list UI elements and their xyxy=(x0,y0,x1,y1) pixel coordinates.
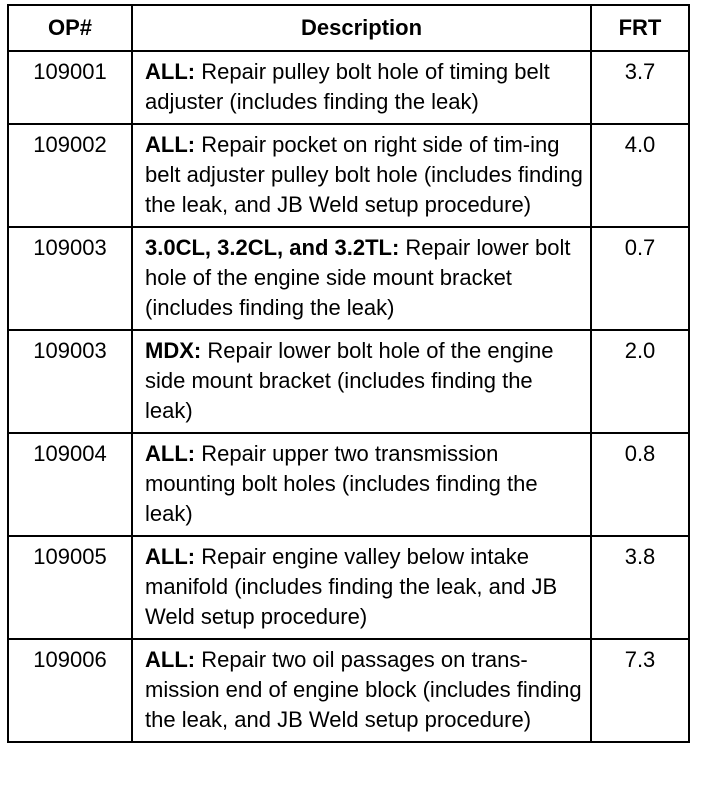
model-applicability: ALL: xyxy=(145,132,196,157)
repair-description: Repair lower bolt hole of the engine side mount bracket (includes finding the leak) xyxy=(145,338,554,423)
table-row xyxy=(8,227,689,330)
op-number-header: OP# xyxy=(8,5,132,51)
op-number-cell: 109001 xyxy=(8,51,132,124)
model-applicability: MDX: xyxy=(145,338,202,363)
repair-description: Repair engine valley below intake manifold (includes finding the leak, and JB Weld setup procedure) xyxy=(145,544,558,629)
repair-description: Repair pocket on right side of tim-ing belt adjuster pulley bolt hole (includes finding the leak, and JB Weld setup procedure) xyxy=(145,132,583,217)
model-applicability: ALL: xyxy=(145,647,196,672)
frt-cell: 4.0 xyxy=(591,124,689,227)
repair-description: Repair lower bolt hole of the engine side mount bracket (includes finding the leak) xyxy=(145,235,571,320)
header-row xyxy=(8,5,689,51)
repair-description: Repair two oil passages on trans-mission end of engine block (includes finding the leak, and JB Weld setup procedure) xyxy=(145,647,582,732)
description-cell xyxy=(132,536,591,639)
frt-cell: 0.7 xyxy=(591,227,689,330)
flat-rate-time-table xyxy=(7,4,690,743)
description-cell xyxy=(132,227,591,330)
op-number-cell: 109002 xyxy=(8,124,132,227)
op-number-cell: 109006 xyxy=(8,639,132,742)
frt-cell: 3.8 xyxy=(591,536,689,639)
model-applicability: ALL: xyxy=(145,59,196,84)
op-number-cell: 109004 xyxy=(8,433,132,536)
op-number-cell: 109003 xyxy=(8,330,132,433)
model-applicability: ALL: xyxy=(145,441,196,466)
description-cell xyxy=(132,330,591,433)
table-row xyxy=(8,536,689,639)
op-number-cell: 109005 xyxy=(8,536,132,639)
repair-description: Repair upper two transmission mounting bolt holes (includes finding the leak) xyxy=(145,441,538,526)
table-row xyxy=(8,639,689,742)
frt-cell: 2.0 xyxy=(591,330,689,433)
op-number-cell: 109003 xyxy=(8,227,132,330)
description-cell xyxy=(132,124,591,227)
model-applicability: ALL: xyxy=(145,544,196,569)
table-row xyxy=(8,433,689,536)
description-header: Description xyxy=(132,5,591,51)
table-row xyxy=(8,124,689,227)
table-row xyxy=(8,51,689,124)
description-cell xyxy=(132,433,591,536)
repair-description: Repair pulley bolt hole of timing belt adjuster (includes finding the leak) xyxy=(145,59,550,114)
model-applicability: 3.0CL, 3.2CL, and 3.2TL: xyxy=(145,235,400,260)
frt-cell: 3.7 xyxy=(591,51,689,124)
frt-header: FRT xyxy=(591,5,689,51)
table-row xyxy=(8,330,689,433)
description-cell xyxy=(132,639,591,742)
description-cell xyxy=(132,51,591,124)
frt-cell: 7.3 xyxy=(591,639,689,742)
frt-cell: 0.8 xyxy=(591,433,689,536)
